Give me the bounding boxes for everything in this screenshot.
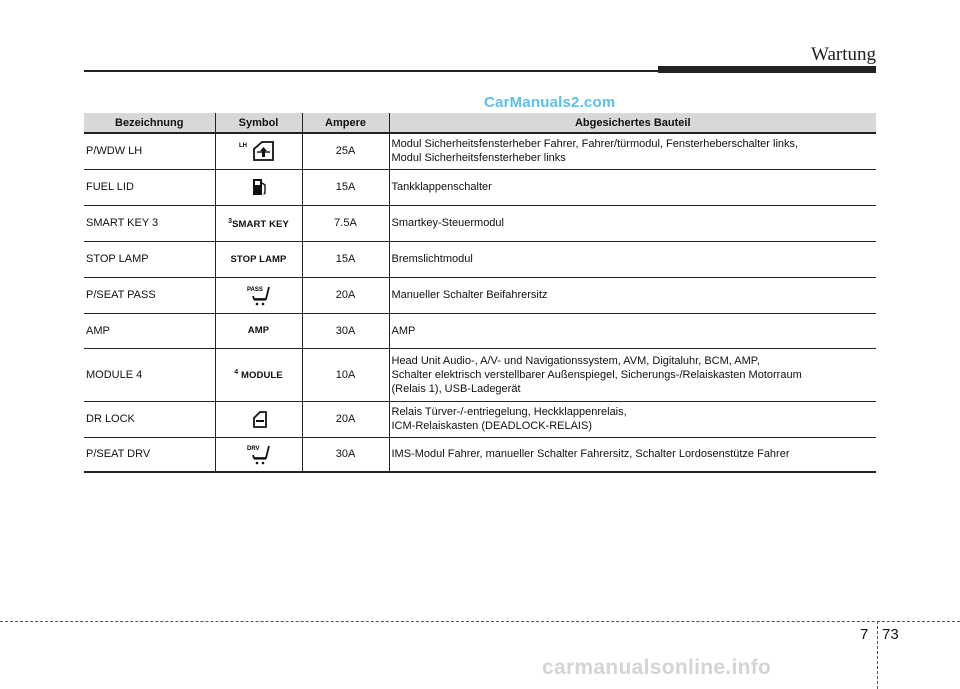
- seat-drv-icon: [229, 442, 289, 466]
- fuse-ampere: 30A: [302, 313, 389, 348]
- footer-divider: [0, 621, 960, 622]
- fuse-symbol: [215, 169, 302, 205]
- fuse-name: MODULE 4: [84, 348, 215, 401]
- fuse-symbol: [215, 133, 302, 169]
- seat-pass-icon: [229, 283, 289, 307]
- symbol-text-stop-lamp: STOP LAMP: [230, 253, 287, 265]
- column-header-name: Bezeichnung: [84, 113, 215, 133]
- symbol-text-amp: AMP: [247, 325, 270, 336]
- svg-text:LH: LH: [238, 143, 247, 150]
- header-rule-bold: [658, 66, 876, 73]
- section-title: Wartung: [811, 44, 876, 65]
- symbol-text-module: $^4$ MODULE: [234, 368, 283, 382]
- fuse-ampere: 15A: [302, 241, 389, 277]
- fuel-pump-icon: [229, 175, 289, 199]
- fuse-symbol: [215, 437, 302, 472]
- watermark-top: CarManuals2.com: [484, 94, 616, 111]
- column-header-part: Abgesichertes Bauteil: [389, 113, 876, 133]
- fuse-ampere: 25A: [302, 133, 389, 169]
- fuse-ampere: 20A: [302, 401, 389, 437]
- watermark-bottom: carmanualsonline.info: [542, 656, 772, 679]
- fuse-ampere: 7.5A: [302, 205, 389, 241]
- footer-vertical-divider: [877, 621, 878, 689]
- table-header-row: [84, 113, 876, 133]
- fuse-symbol: [215, 401, 302, 437]
- table-row: [84, 401, 876, 437]
- fuse-name: AMP: [84, 313, 215, 348]
- fuse-table: [84, 113, 876, 473]
- table-row: [84, 241, 876, 277]
- fuse-symbol: [215, 241, 302, 277]
- fuse-name: SMART KEY 3: [84, 205, 215, 241]
- fuse-part: Modul Sicherheitsfensterheber Fahrer, Fahrer/türmodul, Fensterheberschalter links, Modul Sicherheitsfensterheber links: [389, 133, 876, 169]
- header-rule: [84, 70, 658, 72]
- table-row: [84, 313, 876, 348]
- table-row: [84, 348, 876, 401]
- column-header-ampere: Ampere: [302, 113, 389, 133]
- symbol-text-smart-key: $^3$SMART KEY: [228, 217, 289, 230]
- fuse-part: IMS-Modul Fahrer, manueller Schalter Fahrersitz, Schalter Lordosenstütze Fahrer: [389, 437, 876, 472]
- fuse-ampere: 15A: [302, 169, 389, 205]
- chapter-number: 7: [860, 626, 869, 643]
- fuse-name: P/SEAT DRV: [84, 437, 215, 472]
- fuse-ampere: 30A: [302, 437, 389, 472]
- fuse-symbol: [215, 348, 302, 401]
- column-header-symbol: Symbol: [215, 113, 302, 133]
- fuse-symbol: [215, 313, 302, 348]
- fuse-symbol: [215, 277, 302, 313]
- fuse-symbol: [215, 205, 302, 241]
- fuse-ampere: 20A: [302, 277, 389, 313]
- fuse-part: Tankklappenschalter: [389, 169, 876, 205]
- fuse-part: Relais Türver-/-entriegelung, Heckklappenrelais, ICM-Relaiskasten (DEADLOCK-RELAIS): [389, 401, 876, 437]
- window-lh-icon: [229, 139, 289, 163]
- table-row: [84, 205, 876, 241]
- page-number: 73: [882, 626, 899, 643]
- door-lock-icon: [229, 407, 289, 431]
- fuse-name: FUEL LID: [84, 169, 215, 205]
- table-row: [84, 133, 876, 169]
- fuse-part: Smartkey-Steuermodul: [389, 205, 876, 241]
- fuse-name: P/WDW LH: [84, 133, 215, 169]
- fuse-name: P/SEAT PASS: [84, 277, 215, 313]
- fuse-ampere: 10A: [302, 348, 389, 401]
- table-row: [84, 437, 876, 472]
- svg-text:DRV: DRV: [246, 446, 260, 453]
- fuse-part: AMP: [389, 313, 876, 348]
- fuse-part: Manueller Schalter Beifahrersitz: [389, 277, 876, 313]
- table-row: [84, 169, 876, 205]
- fuse-part: Bremslichtmodul: [389, 241, 876, 277]
- fuse-name: STOP LAMP: [84, 241, 215, 277]
- fuse-part: Head Unit Audio-, A/V- und Navigationssystem, AVM, Digitaluhr, BCM, AMP, Schalter elektrisch verstellbarer Außenspiegel, Sicherungs-/Relaiskasten Motorraum (Relais 1), USB-Ladegerät: [389, 348, 876, 401]
- fuse-name: DR LOCK: [84, 401, 215, 437]
- table-row: [84, 277, 876, 313]
- svg-text:PASS: PASS: [246, 287, 263, 293]
